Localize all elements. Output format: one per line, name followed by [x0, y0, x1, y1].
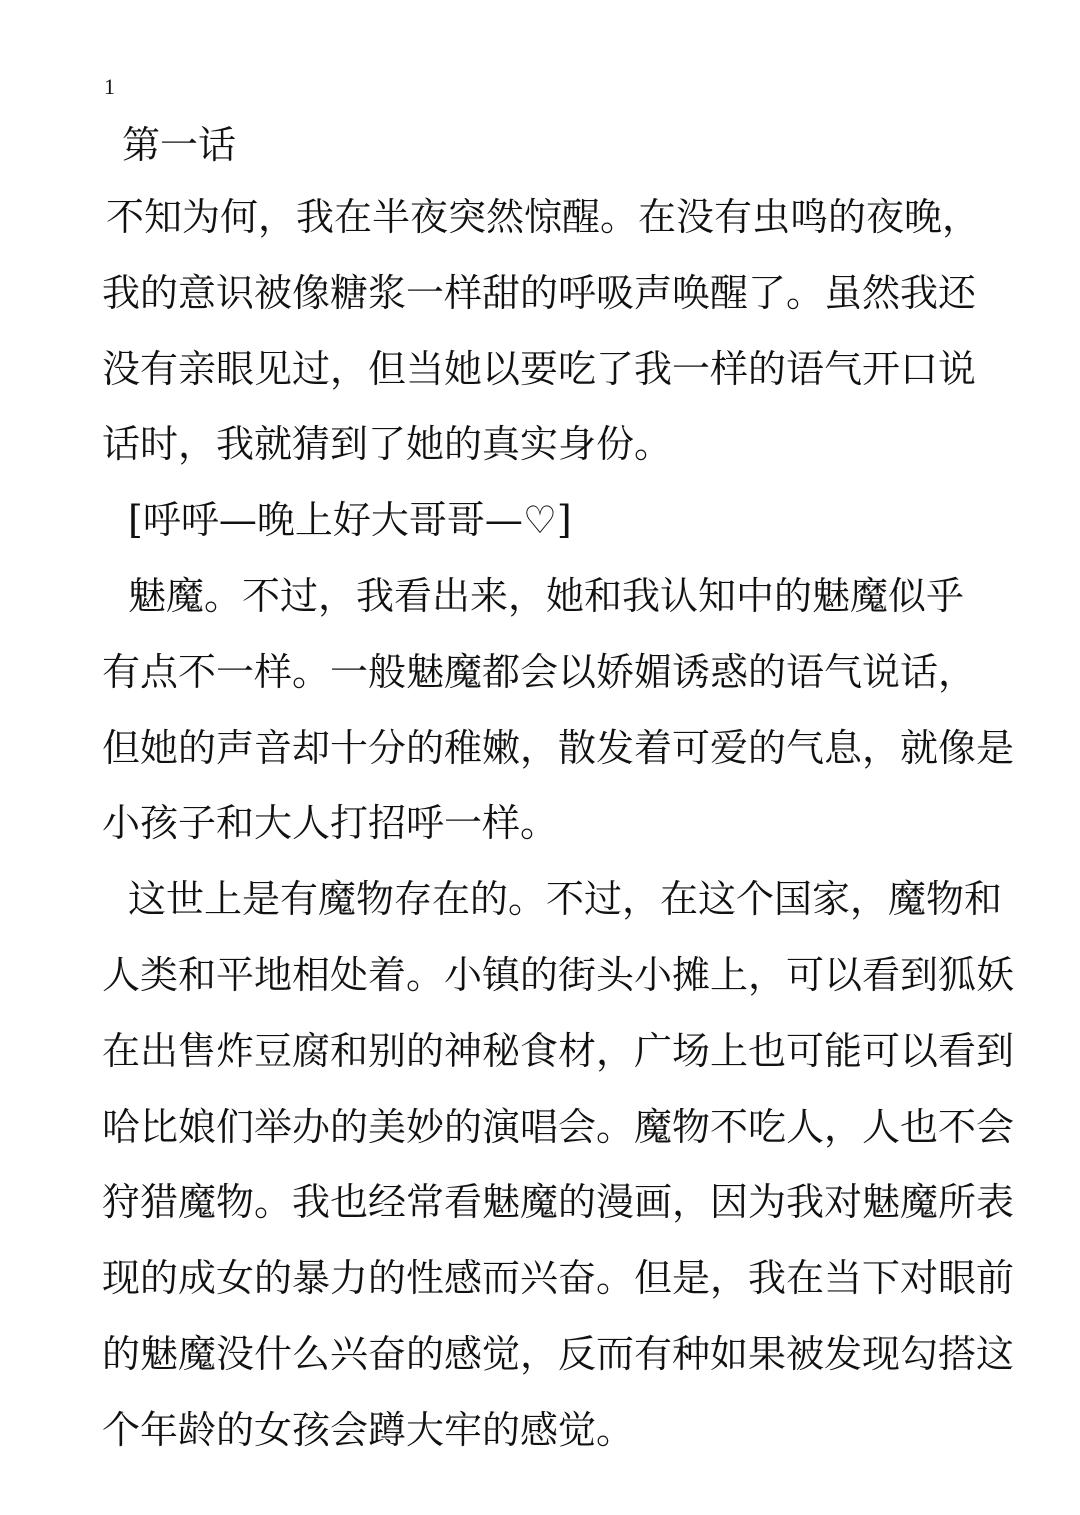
- paragraph-line: 但她的声音却十分的稚嫩，散发着可爱的气息，就像是: [102, 725, 1015, 770]
- paragraph-line: 这世上是有魔物存在的。不过，在这个国家，魔物和: [128, 877, 1003, 922]
- paragraph-2-dialogue: [102, 483, 1022, 559]
- paragraph-line: 个年龄的女孩会蹲大牢的感觉。: [102, 1407, 635, 1452]
- paragraph-1: [102, 180, 1022, 483]
- paragraph-line: 哈比娘们举办的美妙的演唱会。魔物不吃人，人也不会: [102, 1104, 1015, 1149]
- paragraph-line: 人类和平地相处着。小镇的街头小摊上，可以看到狐妖: [102, 952, 1015, 997]
- dialogue-line: [呼呼—晚上好大哥哥—♡]: [128, 498, 572, 543]
- page-number: 1: [104, 74, 115, 99]
- chapter-title: 第一话: [122, 123, 237, 167]
- document-body: [102, 118, 1022, 1469]
- paragraph-line: 现的成女的暴力的性感而兴奋。但是，我在当下对眼前: [102, 1256, 1015, 1301]
- paragraph-line: 没有亲眼见过，但当她以要吃了我一样的语气开口说: [102, 346, 977, 391]
- paragraph-line: 狩猎魔物。我也经常看魅魔的漫画，因为我对魅魔所表: [102, 1180, 1015, 1225]
- paragraph-line: 我的意识被像糖浆一样甜的呼吸声唤醒了。虽然我还: [102, 270, 977, 315]
- paragraph-line: 在出售炸豆腐和别的神秘食材，广场上也可能可以看到: [102, 1028, 1015, 1073]
- paragraph-line: 魅魔。不过，我看出来，她和我认知中的魅魔似乎: [128, 573, 965, 618]
- paragraph-line: 小孩子和大人打招呼一样。: [102, 801, 559, 846]
- paragraph-line: 不知为何，我在半夜突然惊醒。在没有虫鸣的夜晚，: [106, 195, 981, 239]
- paragraph-line: 有点不一样。一般魅魔都会以娇媚诱惑的语气说话，: [102, 649, 977, 694]
- paragraph-line: 话时，我就猜到了她的真实身份。: [102, 422, 673, 467]
- paragraph-3: [102, 559, 1022, 862]
- paragraph-4: [102, 862, 1022, 1468]
- paragraph-line: 的魅魔没什么兴奋的感觉，反而有种如果被发现勾搭这: [102, 1331, 1015, 1376]
